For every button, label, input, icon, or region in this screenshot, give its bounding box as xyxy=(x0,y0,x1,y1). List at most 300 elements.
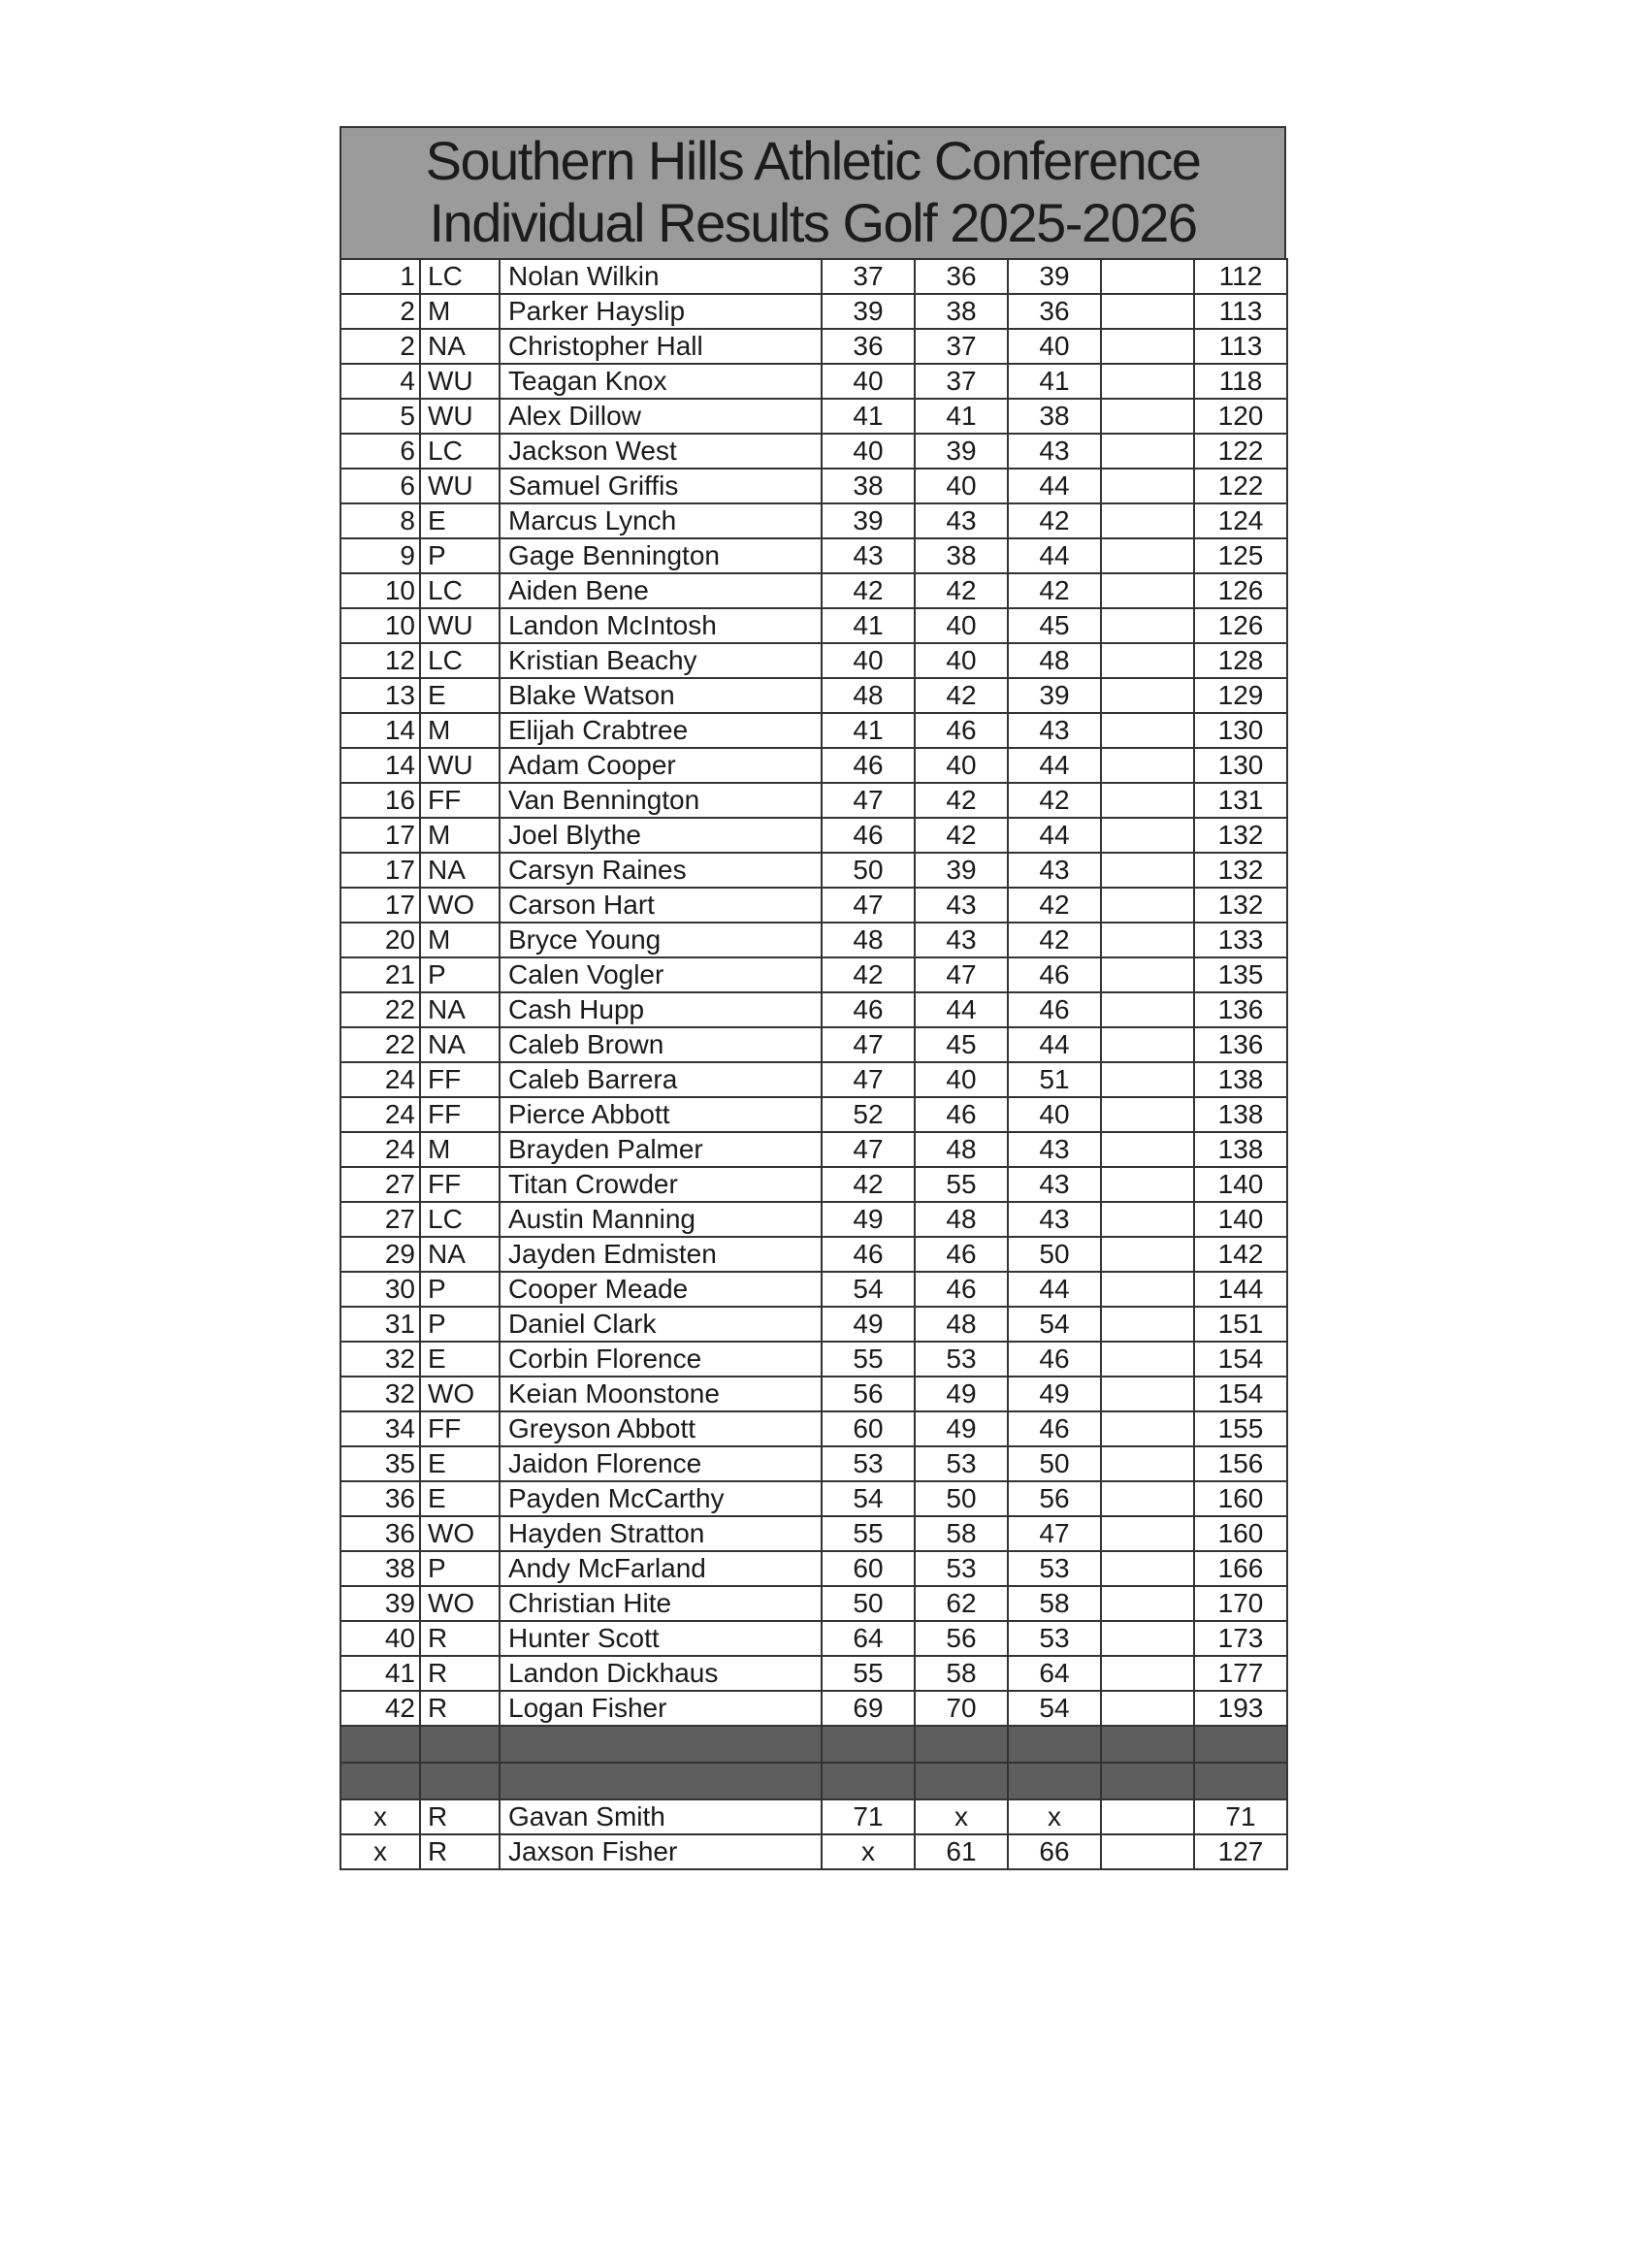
round-2-cell: 38 xyxy=(915,294,1008,329)
place-cell: 29 xyxy=(340,1237,420,1272)
place-cell: 2 xyxy=(340,294,420,329)
round-1-cell: 54 xyxy=(822,1481,915,1516)
total-cell: 173 xyxy=(1194,1621,1287,1656)
round-1-cell: 39 xyxy=(822,294,915,329)
round-4-cell xyxy=(1101,399,1194,434)
school-cell: WO xyxy=(420,888,500,923)
place-cell: 17 xyxy=(340,818,420,853)
total-cell: 127 xyxy=(1194,1834,1287,1869)
place-cell: 14 xyxy=(340,713,420,748)
place-cell: 6 xyxy=(340,434,420,469)
round-2-cell: 40 xyxy=(915,643,1008,678)
total-cell: 126 xyxy=(1194,608,1287,643)
place-cell: 30 xyxy=(340,1272,420,1307)
place-cell: 22 xyxy=(340,1027,420,1062)
golfer-name-cell: Blake Watson xyxy=(500,678,822,713)
place-cell: 36 xyxy=(340,1481,420,1516)
round-2-cell: 56 xyxy=(915,1621,1008,1656)
round-4-cell xyxy=(1101,1834,1194,1869)
place-cell: 31 xyxy=(340,1307,420,1342)
school-cell: WU xyxy=(420,399,500,434)
total-cell: 112 xyxy=(1194,259,1287,294)
table-row xyxy=(340,853,1287,888)
golfer-name-cell: Hunter Scott xyxy=(500,1621,822,1656)
golfer-name-cell: Teagan Knox xyxy=(500,364,822,399)
round-2-cell: 58 xyxy=(915,1656,1008,1691)
round-2-cell: 42 xyxy=(915,573,1008,608)
round-2-cell: 37 xyxy=(915,329,1008,364)
separator-cell xyxy=(340,1763,420,1799)
round-4-cell xyxy=(1101,259,1194,294)
total-cell: 136 xyxy=(1194,1027,1287,1062)
round-4-cell xyxy=(1101,1586,1194,1621)
round-4-cell xyxy=(1101,1446,1194,1481)
golfer-name-cell: Nolan Wilkin xyxy=(500,259,822,294)
results-body xyxy=(340,259,1287,1869)
round-4-cell xyxy=(1101,818,1194,853)
round-1-cell: 46 xyxy=(822,818,915,853)
round-1-cell: 55 xyxy=(822,1516,915,1551)
round-3-cell: 64 xyxy=(1008,1656,1101,1691)
golfer-name-cell: Cooper Meade xyxy=(500,1272,822,1307)
table-row xyxy=(340,1377,1287,1411)
separator-cell xyxy=(1194,1763,1287,1799)
golfer-name-cell: Christian Hite xyxy=(500,1586,822,1621)
school-cell: WU xyxy=(420,364,500,399)
golfer-name-cell: Payden McCarthy xyxy=(500,1481,822,1516)
round-4-cell xyxy=(1101,643,1194,678)
separator-row xyxy=(340,1726,1287,1763)
round-1-cell: 36 xyxy=(822,329,915,364)
golfer-name-cell: Keian Moonstone xyxy=(500,1377,822,1411)
round-1-cell: 43 xyxy=(822,538,915,573)
table-row xyxy=(340,1027,1287,1062)
round-1-cell: 40 xyxy=(822,364,915,399)
total-cell: 138 xyxy=(1194,1132,1287,1167)
round-3-cell: 46 xyxy=(1008,1411,1101,1446)
round-1-cell: 47 xyxy=(822,783,915,818)
round-2-cell: 50 xyxy=(915,1481,1008,1516)
school-cell: FF xyxy=(420,1167,500,1202)
school-cell: R xyxy=(420,1656,500,1691)
place-cell: 2 xyxy=(340,329,420,364)
round-1-cell: 37 xyxy=(822,259,915,294)
round-1-cell: 47 xyxy=(822,1062,915,1097)
round-2-cell: 43 xyxy=(915,888,1008,923)
round-4-cell xyxy=(1101,992,1194,1027)
round-1-cell: 55 xyxy=(822,1656,915,1691)
round-2-cell: 43 xyxy=(915,503,1008,538)
round-1-cell: 42 xyxy=(822,573,915,608)
table-row xyxy=(340,1062,1287,1097)
school-cell: M xyxy=(420,294,500,329)
round-2-cell: 42 xyxy=(915,783,1008,818)
total-cell: 132 xyxy=(1194,888,1287,923)
golfer-name-cell: Brayden Palmer xyxy=(500,1132,822,1167)
table-row xyxy=(340,957,1287,992)
round-1-cell: 64 xyxy=(822,1621,915,1656)
school-cell: P xyxy=(420,1551,500,1586)
round-3-cell: 39 xyxy=(1008,259,1101,294)
round-3-cell: 42 xyxy=(1008,888,1101,923)
round-2-cell: 45 xyxy=(915,1027,1008,1062)
round-3-cell: 56 xyxy=(1008,1481,1101,1516)
golfer-name-cell: Landon McIntosh xyxy=(500,608,822,643)
golfer-name-cell: Hayden Stratton xyxy=(500,1516,822,1551)
round-4-cell xyxy=(1101,1551,1194,1586)
golfer-name-cell: Jayden Edmisten xyxy=(500,1237,822,1272)
round-2-cell: 42 xyxy=(915,818,1008,853)
golfer-name-cell: Pierce Abbott xyxy=(500,1097,822,1132)
separator-cell xyxy=(1194,1726,1287,1763)
table-row xyxy=(340,259,1287,294)
round-1-cell: 50 xyxy=(822,1586,915,1621)
round-2-cell: 39 xyxy=(915,853,1008,888)
round-2-cell: 46 xyxy=(915,713,1008,748)
round-3-cell: 46 xyxy=(1008,1342,1101,1377)
table-row xyxy=(340,1621,1287,1656)
place-cell: 14 xyxy=(340,748,420,783)
golfer-name-cell: Jaxson Fisher xyxy=(500,1834,822,1869)
round-3-cell: 42 xyxy=(1008,783,1101,818)
round-2-cell: 48 xyxy=(915,1132,1008,1167)
round-4-cell xyxy=(1101,294,1194,329)
round-3-cell: 50 xyxy=(1008,1237,1101,1272)
table-row xyxy=(340,783,1287,818)
results-table xyxy=(340,258,1288,1870)
table-row xyxy=(340,1132,1287,1167)
table-row xyxy=(340,1799,1287,1834)
golfer-name-cell: Carson Hart xyxy=(500,888,822,923)
total-cell: 124 xyxy=(1194,503,1287,538)
separator-cell xyxy=(420,1763,500,1799)
round-1-cell: 40 xyxy=(822,643,915,678)
round-3-cell: 50 xyxy=(1008,1446,1101,1481)
table-row xyxy=(340,923,1287,957)
place-cell: 41 xyxy=(340,1656,420,1691)
round-1-cell: 69 xyxy=(822,1691,915,1726)
round-2-cell: 48 xyxy=(915,1307,1008,1342)
separator-cell xyxy=(1101,1763,1194,1799)
table-row xyxy=(340,748,1287,783)
table-row xyxy=(340,1834,1287,1869)
round-1-cell: 47 xyxy=(822,888,915,923)
school-cell: WU xyxy=(420,469,500,503)
separator-cell xyxy=(915,1763,1008,1799)
place-cell: 4 xyxy=(340,364,420,399)
round-4-cell xyxy=(1101,1799,1194,1834)
school-cell: R xyxy=(420,1799,500,1834)
table-row xyxy=(340,1586,1287,1621)
round-4-cell xyxy=(1101,1237,1194,1272)
round-2-cell: 46 xyxy=(915,1272,1008,1307)
round-4-cell xyxy=(1101,1062,1194,1097)
school-cell: NA xyxy=(420,1027,500,1062)
golfer-name-cell: Aiden Bene xyxy=(500,573,822,608)
round-4-cell xyxy=(1101,923,1194,957)
round-3-cell: 40 xyxy=(1008,329,1101,364)
table-row xyxy=(340,1691,1287,1726)
round-2-cell: 46 xyxy=(915,1097,1008,1132)
round-4-cell xyxy=(1101,713,1194,748)
school-cell: P xyxy=(420,1307,500,1342)
round-1-cell: 46 xyxy=(822,992,915,1027)
total-cell: 122 xyxy=(1194,434,1287,469)
table-row xyxy=(340,818,1287,853)
school-cell: R xyxy=(420,1621,500,1656)
school-cell: WO xyxy=(420,1377,500,1411)
school-cell: NA xyxy=(420,853,500,888)
school-cell: FF xyxy=(420,1097,500,1132)
table-row xyxy=(340,364,1287,399)
golfer-name-cell: Caleb Brown xyxy=(500,1027,822,1062)
round-2-cell: 37 xyxy=(915,364,1008,399)
school-cell: WO xyxy=(420,1516,500,1551)
school-cell: P xyxy=(420,538,500,573)
table-row xyxy=(340,434,1287,469)
total-cell: 132 xyxy=(1194,853,1287,888)
golfer-name-cell: Daniel Clark xyxy=(500,1307,822,1342)
round-1-cell: 46 xyxy=(822,1237,915,1272)
title-block xyxy=(340,126,1286,258)
school-cell: NA xyxy=(420,329,500,364)
total-cell: 136 xyxy=(1194,992,1287,1027)
school-cell: LC xyxy=(420,1202,500,1237)
table-row xyxy=(340,329,1287,364)
table-row xyxy=(340,678,1287,713)
place-cell: x xyxy=(340,1799,420,1834)
total-cell: 193 xyxy=(1194,1691,1287,1726)
round-1-cell: 38 xyxy=(822,469,915,503)
school-cell: LC xyxy=(420,434,500,469)
round-4-cell xyxy=(1101,1097,1194,1132)
table-row xyxy=(340,1411,1287,1446)
golfer-name-cell: Greyson Abbott xyxy=(500,1411,822,1446)
round-3-cell: 41 xyxy=(1008,364,1101,399)
school-cell: FF xyxy=(420,783,500,818)
round-4-cell xyxy=(1101,329,1194,364)
place-cell: 21 xyxy=(340,957,420,992)
total-cell: 131 xyxy=(1194,783,1287,818)
round-4-cell xyxy=(1101,364,1194,399)
golfer-name-cell: Landon Dickhaus xyxy=(500,1656,822,1691)
round-3-cell: x xyxy=(1008,1799,1101,1834)
round-2-cell: 36 xyxy=(915,259,1008,294)
total-cell: 120 xyxy=(1194,399,1287,434)
school-cell: LC xyxy=(420,643,500,678)
separator-cell xyxy=(915,1726,1008,1763)
school-cell: P xyxy=(420,957,500,992)
round-1-cell: 54 xyxy=(822,1272,915,1307)
total-cell: 160 xyxy=(1194,1516,1287,1551)
round-2-cell: 53 xyxy=(915,1342,1008,1377)
school-cell: FF xyxy=(420,1062,500,1097)
golfer-name-cell: Gage Bennington xyxy=(500,538,822,573)
total-cell: 151 xyxy=(1194,1307,1287,1342)
table-row xyxy=(340,713,1287,748)
round-3-cell: 46 xyxy=(1008,992,1101,1027)
round-3-cell: 44 xyxy=(1008,538,1101,573)
round-2-cell: 70 xyxy=(915,1691,1008,1726)
round-2-cell: 47 xyxy=(915,957,1008,992)
place-cell: 8 xyxy=(340,503,420,538)
school-cell: M xyxy=(420,818,500,853)
round-2-cell: 40 xyxy=(915,1062,1008,1097)
golfer-name-cell: Adam Cooper xyxy=(500,748,822,783)
golfer-name-cell: Alex Dillow xyxy=(500,399,822,434)
golfer-name-cell: Andy McFarland xyxy=(500,1551,822,1586)
round-4-cell xyxy=(1101,1167,1194,1202)
total-cell: 133 xyxy=(1194,923,1287,957)
round-4-cell xyxy=(1101,1411,1194,1446)
round-2-cell: 61 xyxy=(915,1834,1008,1869)
total-cell: 156 xyxy=(1194,1446,1287,1481)
round-1-cell: 42 xyxy=(822,957,915,992)
table-row xyxy=(340,888,1287,923)
round-1-cell: 49 xyxy=(822,1202,915,1237)
round-4-cell xyxy=(1101,608,1194,643)
table-row xyxy=(340,1167,1287,1202)
total-cell: 113 xyxy=(1194,329,1287,364)
round-3-cell: 44 xyxy=(1008,818,1101,853)
round-4-cell xyxy=(1101,1481,1194,1516)
round-1-cell: 41 xyxy=(822,399,915,434)
round-1-cell: 71 xyxy=(822,1799,915,1834)
total-cell: 138 xyxy=(1194,1062,1287,1097)
school-cell: M xyxy=(420,1132,500,1167)
round-4-cell xyxy=(1101,538,1194,573)
table-row xyxy=(340,1516,1287,1551)
total-cell: 130 xyxy=(1194,713,1287,748)
round-3-cell: 51 xyxy=(1008,1062,1101,1097)
round-3-cell: 43 xyxy=(1008,1202,1101,1237)
round-4-cell xyxy=(1101,1377,1194,1411)
place-cell: 42 xyxy=(340,1691,420,1726)
round-3-cell: 38 xyxy=(1008,399,1101,434)
separator-cell xyxy=(1101,1726,1194,1763)
round-3-cell: 43 xyxy=(1008,713,1101,748)
round-3-cell: 58 xyxy=(1008,1586,1101,1621)
table-row xyxy=(340,1202,1287,1237)
round-1-cell: 47 xyxy=(822,1027,915,1062)
round-4-cell xyxy=(1101,748,1194,783)
total-cell: 154 xyxy=(1194,1342,1287,1377)
school-cell: LC xyxy=(420,573,500,608)
school-cell: WO xyxy=(420,1586,500,1621)
round-3-cell: 45 xyxy=(1008,608,1101,643)
round-2-cell: 53 xyxy=(915,1446,1008,1481)
round-1-cell: 40 xyxy=(822,434,915,469)
round-2-cell: 49 xyxy=(915,1411,1008,1446)
round-3-cell: 43 xyxy=(1008,434,1101,469)
total-cell: 177 xyxy=(1194,1656,1287,1691)
total-cell: 129 xyxy=(1194,678,1287,713)
golfer-name-cell: Austin Manning xyxy=(500,1202,822,1237)
place-cell: 27 xyxy=(340,1202,420,1237)
place-cell: 9 xyxy=(340,538,420,573)
place-cell: 1 xyxy=(340,259,420,294)
total-cell: 154 xyxy=(1194,1377,1287,1411)
round-2-cell: 38 xyxy=(915,538,1008,573)
separator-cell xyxy=(822,1726,915,1763)
place-cell: x xyxy=(340,1834,420,1869)
round-3-cell: 54 xyxy=(1008,1307,1101,1342)
round-1-cell: x xyxy=(822,1834,915,1869)
round-1-cell: 60 xyxy=(822,1551,915,1586)
place-cell: 6 xyxy=(340,469,420,503)
table-row xyxy=(340,1237,1287,1272)
separator-cell xyxy=(500,1726,822,1763)
table-row xyxy=(340,469,1287,503)
place-cell: 10 xyxy=(340,573,420,608)
round-3-cell: 44 xyxy=(1008,748,1101,783)
golfer-name-cell: Logan Fisher xyxy=(500,1691,822,1726)
round-3-cell: 53 xyxy=(1008,1621,1101,1656)
table-row xyxy=(340,1481,1287,1516)
separator-cell xyxy=(1008,1763,1101,1799)
school-cell: M xyxy=(420,713,500,748)
round-1-cell: 48 xyxy=(822,923,915,957)
total-cell: 138 xyxy=(1194,1097,1287,1132)
round-3-cell: 44 xyxy=(1008,1027,1101,1062)
round-4-cell xyxy=(1101,678,1194,713)
round-3-cell: 42 xyxy=(1008,923,1101,957)
round-1-cell: 41 xyxy=(822,608,915,643)
round-2-cell: 55 xyxy=(915,1167,1008,1202)
separator-cell xyxy=(500,1763,822,1799)
round-1-cell: 48 xyxy=(822,678,915,713)
round-4-cell xyxy=(1101,1027,1194,1062)
place-cell: 40 xyxy=(340,1621,420,1656)
total-cell: 113 xyxy=(1194,294,1287,329)
total-cell: 132 xyxy=(1194,818,1287,853)
round-4-cell xyxy=(1101,1342,1194,1377)
table-row xyxy=(340,538,1287,573)
table-row xyxy=(340,1342,1287,1377)
golfer-name-cell: Bryce Young xyxy=(500,923,822,957)
place-cell: 10 xyxy=(340,608,420,643)
total-cell: 166 xyxy=(1194,1551,1287,1586)
round-4-cell xyxy=(1101,957,1194,992)
round-2-cell: 62 xyxy=(915,1586,1008,1621)
school-cell: NA xyxy=(420,992,500,1027)
round-4-cell xyxy=(1101,573,1194,608)
round-3-cell: 46 xyxy=(1008,957,1101,992)
table-row xyxy=(340,573,1287,608)
table-row xyxy=(340,1656,1287,1691)
round-3-cell: 49 xyxy=(1008,1377,1101,1411)
round-4-cell xyxy=(1101,783,1194,818)
golfer-name-cell: Corbin Florence xyxy=(500,1342,822,1377)
golfer-name-cell: Jaidon Florence xyxy=(500,1446,822,1481)
school-cell: R xyxy=(420,1691,500,1726)
total-cell: 135 xyxy=(1194,957,1287,992)
round-1-cell: 50 xyxy=(822,853,915,888)
total-cell: 140 xyxy=(1194,1202,1287,1237)
golfer-name-cell: Calen Vogler xyxy=(500,957,822,992)
round-4-cell xyxy=(1101,1691,1194,1726)
golfer-name-cell: Christopher Hall xyxy=(500,329,822,364)
table-row xyxy=(340,608,1287,643)
total-cell: 170 xyxy=(1194,1586,1287,1621)
school-cell: WU xyxy=(420,748,500,783)
school-cell: E xyxy=(420,1481,500,1516)
golfer-name-cell: Van Bennington xyxy=(500,783,822,818)
round-2-cell: 41 xyxy=(915,399,1008,434)
round-1-cell: 41 xyxy=(822,713,915,748)
round-3-cell: 43 xyxy=(1008,1132,1101,1167)
round-2-cell: 40 xyxy=(915,608,1008,643)
